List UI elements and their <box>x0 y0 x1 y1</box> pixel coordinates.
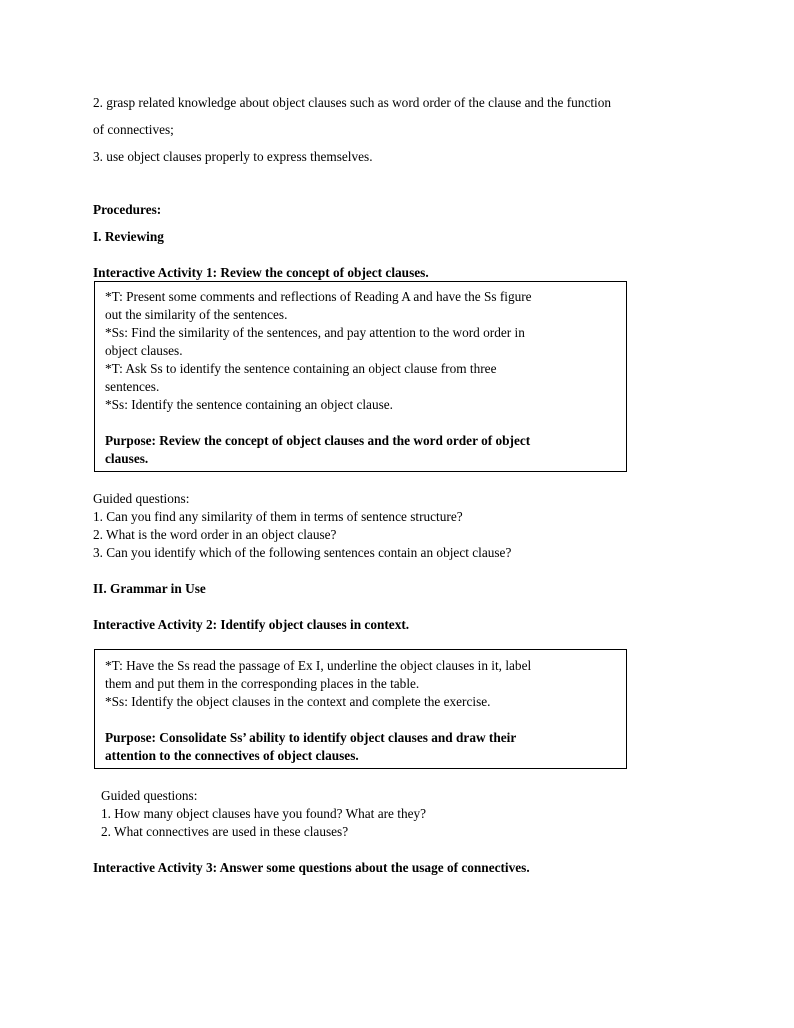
activity-2-guided-heading: Guided questions: <box>101 788 198 803</box>
activity-1-guided-question: 2. What is the word order in an object clause? <box>93 527 337 542</box>
activity-1-guided-question: 1. Can you find any similarity of them in terms of sentence structure? <box>93 509 463 524</box>
activity-2-box-line: *T: Have the Ss read the passage of Ex I, underline the object clauses in it, label <box>105 658 532 673</box>
activity-2-box-line: *Ss: Identify the object clauses in the context and complete the exercise. <box>105 694 491 709</box>
objective-item-2-line-1: 2. grasp related knowledge about object clauses such as word order of the clause and the function <box>93 95 612 110</box>
activity-1-box-line: out the similarity of the sentences. <box>105 307 288 322</box>
activity-2-purpose-line: attention to the connectives of object clauses. <box>105 748 359 763</box>
activity-1-box-line: *Ss: Find the similarity of the sentences, and pay attention to the word order in <box>105 325 525 340</box>
activity-1-box-line: *Ss: Identify the sentence containing an object clause. <box>105 397 394 412</box>
activity-2-title: Interactive Activity 2: Identify object clauses in context. <box>93 617 410 632</box>
activity-1-guided-heading: Guided questions: <box>93 491 190 506</box>
activity-1-box-line: object clauses. <box>105 343 183 358</box>
section-1-title: I. Reviewing <box>93 229 164 244</box>
section-2-title: II. Grammar in Use <box>93 581 206 596</box>
activity-2-guided-question: 2. What connectives are used in these clauses? <box>101 824 349 839</box>
activity-1-guided-question: 3. Can you identify which of the following sentences contain an object clause? <box>93 545 512 560</box>
activity-2-purpose-line: Purpose: Consolidate Ss’ ability to identify object clauses and draw their <box>105 730 517 745</box>
activity-3-title: Interactive Activity 3: Answer some questions about the usage of connectives. <box>93 860 530 875</box>
objective-item-2-line-2: of connectives; <box>93 122 174 137</box>
activity-1-purpose-line: Purpose: Review the concept of object clauses and the word order of object <box>105 433 531 448</box>
activity-1-purpose-line: clauses. <box>105 451 149 466</box>
activity-2-box-line: them and put them in the corresponding places in the table. <box>105 676 420 691</box>
activity-1-box <box>94 281 627 472</box>
activity-2-box <box>94 649 627 769</box>
objective-item-3: 3. use object clauses properly to express themselves. <box>93 149 373 164</box>
activity-1-box-line: *T: Ask Ss to identify the sentence containing an object clause from three <box>105 361 497 376</box>
activity-1-box-line: *T: Present some comments and reflections of Reading A and have the Ss figure <box>105 289 532 304</box>
procedures-heading: Procedures: <box>93 202 162 217</box>
activity-2-guided-question: 1. How many object clauses have you found? What are they? <box>101 806 427 821</box>
activity-1-title: Interactive Activity 1: Review the concept of object clauses. <box>93 265 429 280</box>
activity-1-box-line: sentences. <box>105 379 160 394</box>
